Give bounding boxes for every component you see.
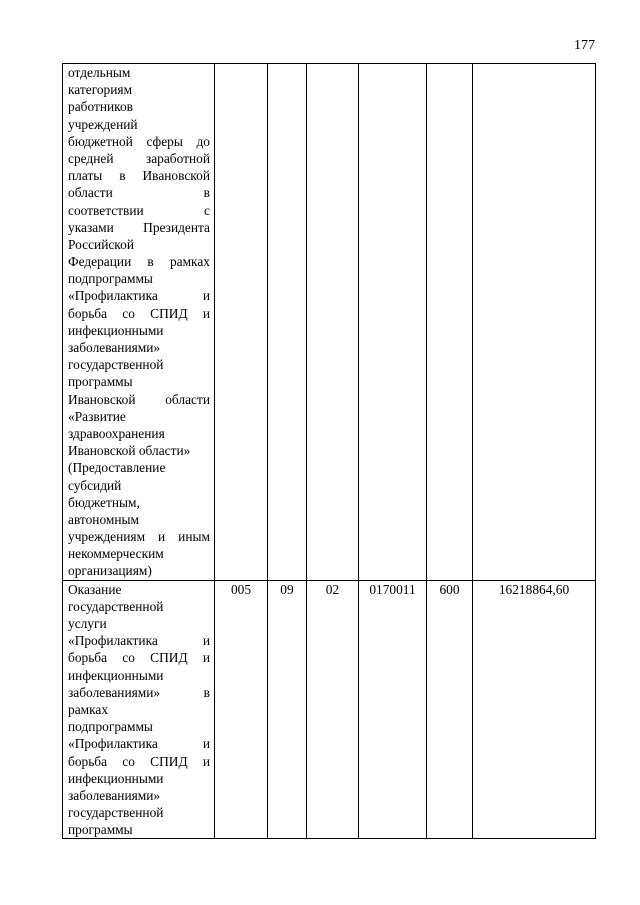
description-line: организациям) [68,563,152,579]
target-article-cell [359,64,427,581]
description-line: работников [68,99,133,115]
description-line: бюджетной сферы до [68,133,210,149]
expense-type-cell: 600 [427,580,473,839]
description-line: указами Президента [68,219,210,235]
description-line: «Развитие [68,408,126,424]
section-code-cell [268,64,307,581]
description-line: области в [68,185,210,201]
description-line: борьба со СПИД и [68,650,210,666]
description-line: программы [68,822,133,838]
amount-cell [473,64,596,581]
description-line: Федерации в рамках [68,254,210,270]
target-article-cell: 0170011 [359,580,427,839]
description-line: инфекционными [68,667,164,683]
description-line: некоммерческим [68,546,164,562]
description-line: Ивановской области [68,391,210,407]
description-cell [63,64,215,581]
description-line: «Профилактика и [68,736,210,752]
description-line: учреждениям и иным [68,529,210,545]
budget-table [62,63,596,839]
section-code-cell: 09 [268,580,307,839]
subsection-code-cell [307,64,359,581]
table-body [63,64,596,839]
description-line: заболеваниями» [68,787,161,803]
description-line: средней заработной [68,150,210,166]
description-line: платы в Ивановской [68,168,210,184]
description-line: подпрограммы [68,271,153,287]
description-line: борьба со СПИД и [68,753,210,769]
description-line: Российской [68,236,134,252]
description-line: заболеваниями» в [68,684,210,700]
subsection-code-cell: 02 [307,580,359,839]
description-line: «Профилактика и [68,633,210,649]
description-line: категориям [68,82,133,98]
description-line: бюджетным, [68,494,140,510]
ministry-code-cell: 005 [215,580,268,839]
description-cell [63,580,215,839]
description-line: инфекционными [68,322,164,338]
description-line: субсидий [68,477,122,493]
description-line: государственной [68,805,164,821]
description-line: автономным [68,511,140,527]
description-line: государственной [68,598,164,614]
description-line: борьба со СПИД и [68,305,210,321]
description-line: Оказание [68,581,122,597]
amount-cell: 16218864,60 [473,580,596,839]
description-line: подпрограммы [68,719,153,735]
ministry-code-cell [215,64,268,581]
expense-type-cell [427,64,473,581]
description-line: инфекционными [68,770,164,786]
description-line: Ивановской области» [68,443,191,459]
description-line: рамках [68,701,109,717]
description-line: «Профилактика и [68,288,210,304]
description-line: заболеваниями» [68,340,161,355]
description-line: отдельным [68,65,131,80]
table-row [63,64,596,581]
description-line: программы [68,374,133,390]
table-row [63,580,596,839]
page-number: 177 [574,38,595,53]
description-line: учреждений [68,116,138,132]
description-line: государственной [68,357,164,373]
description-line: здравоохранения [68,425,165,441]
description-line: соответствии с [68,202,210,218]
description-line: услуги [68,616,107,631]
description-line: (Предоставление [68,460,166,476]
